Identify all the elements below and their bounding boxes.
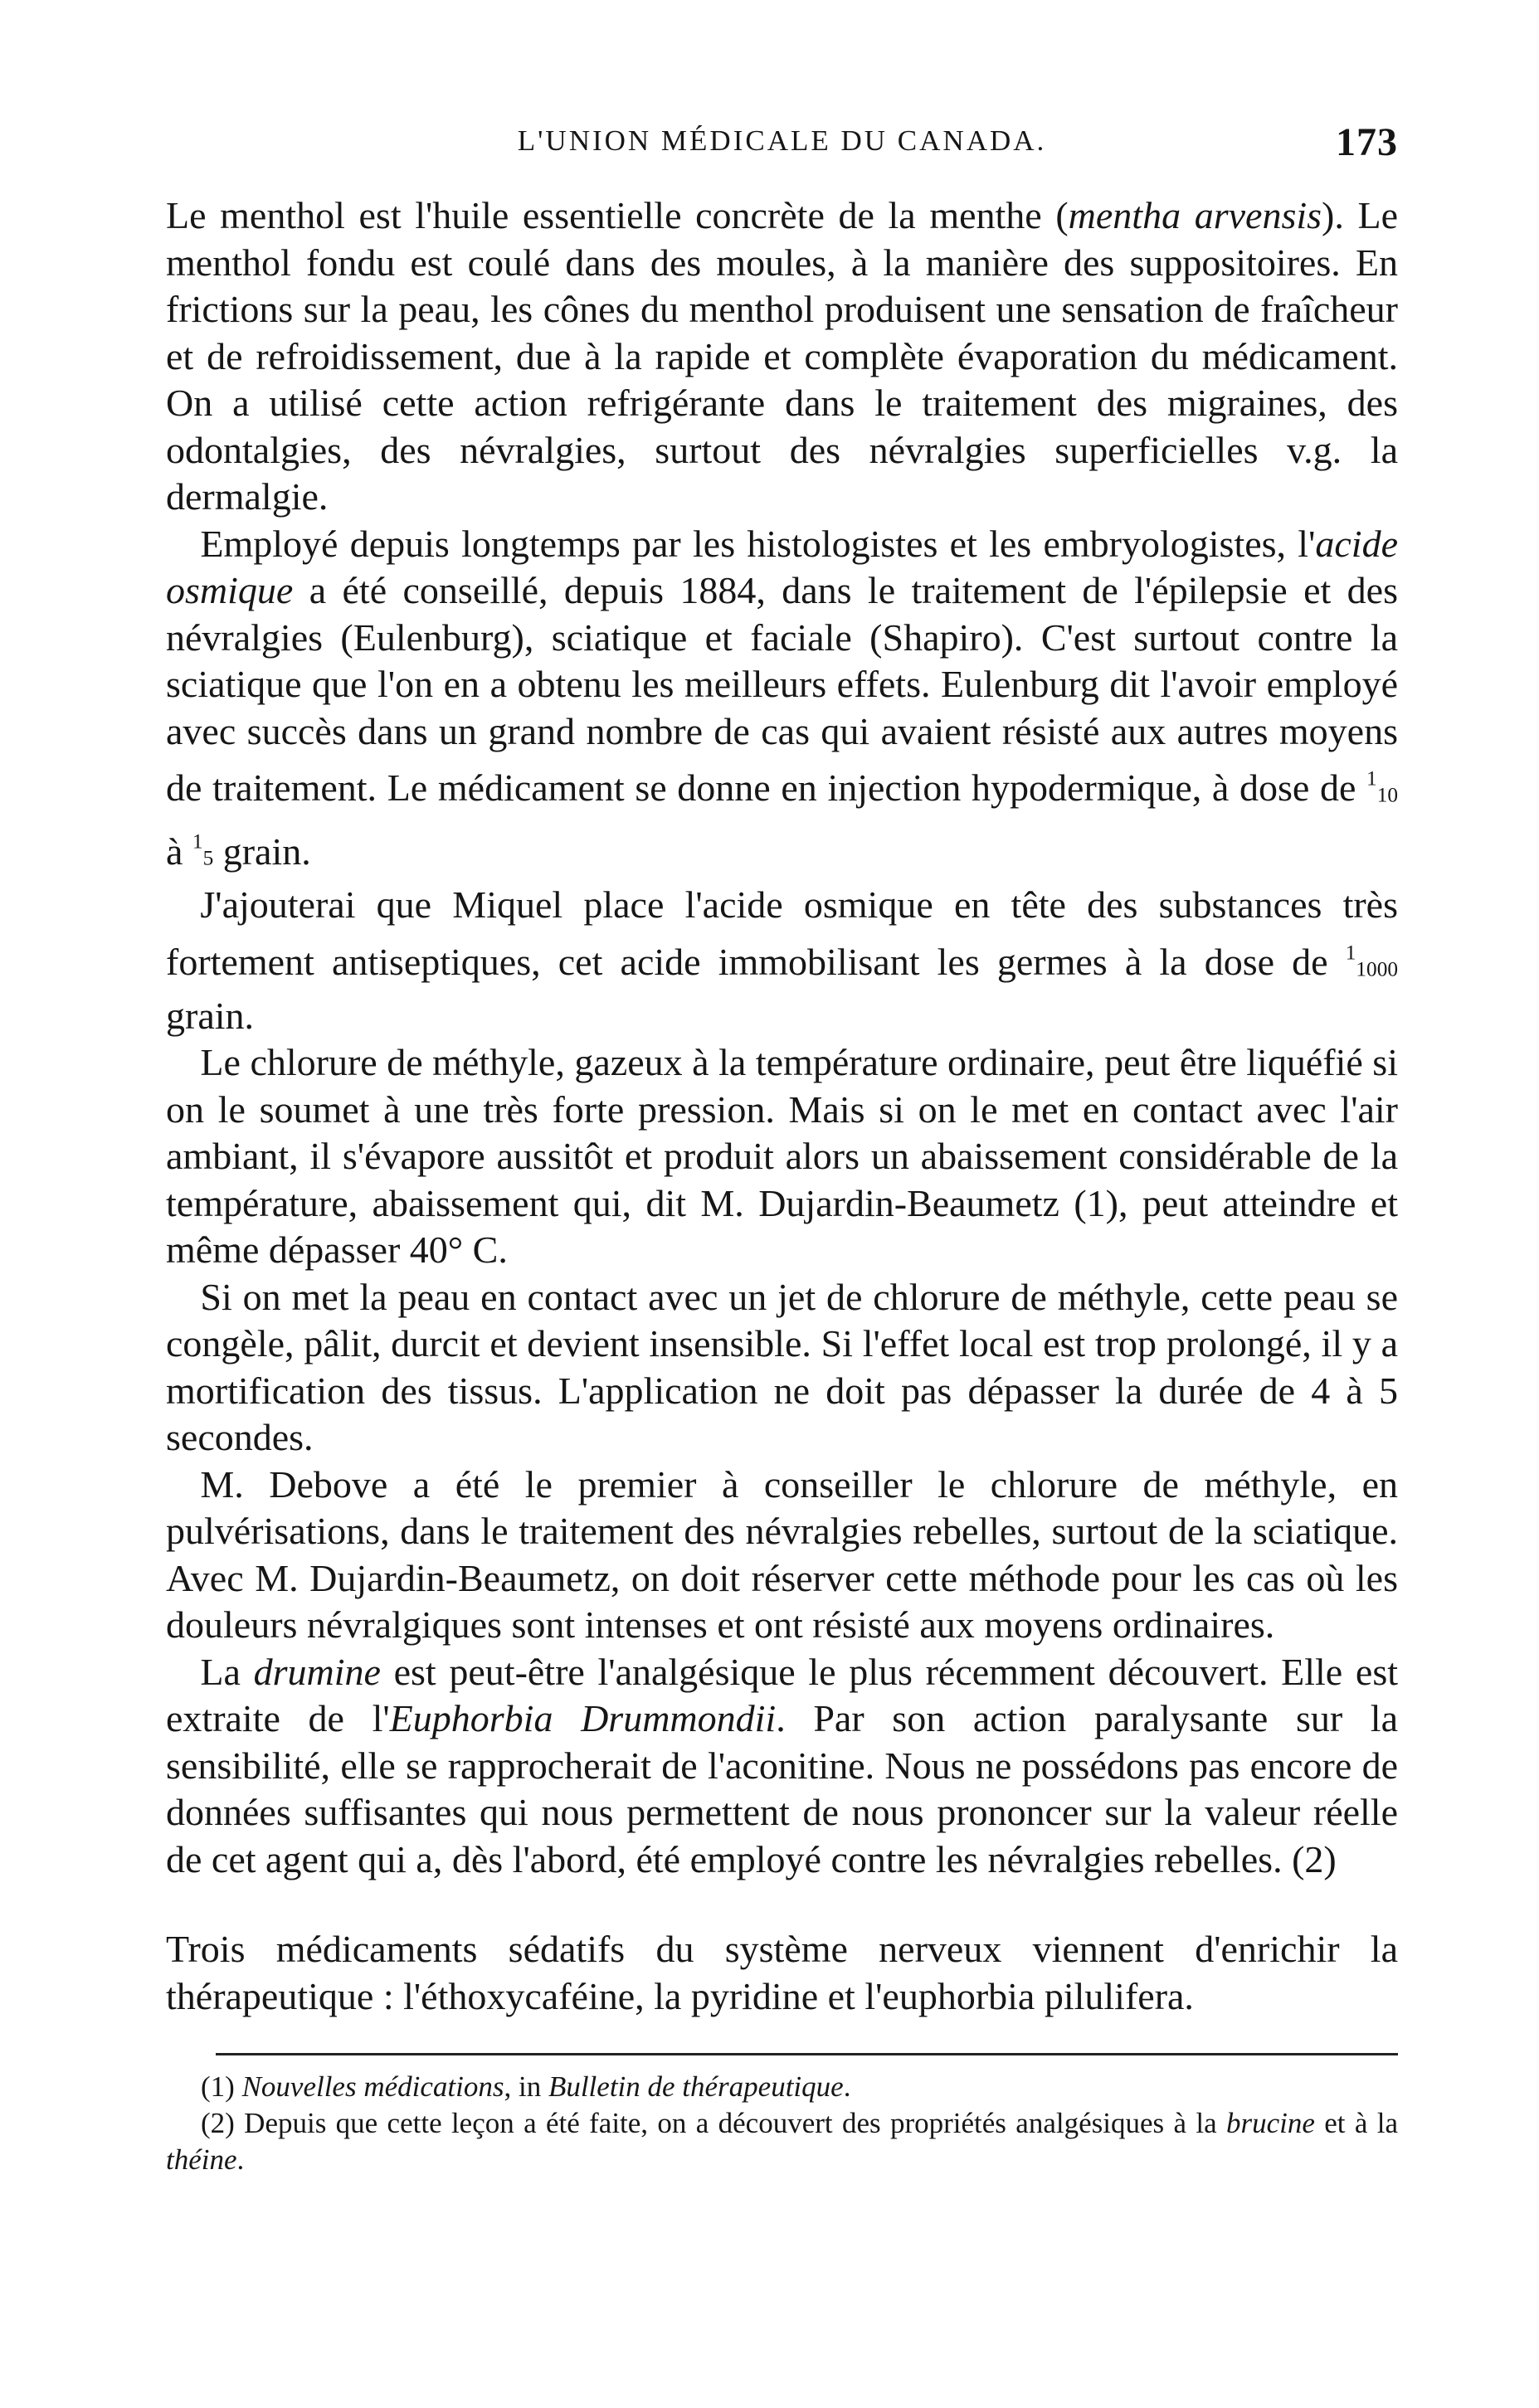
text-run: a été conseillé, depuis 1884, dans le traitement de l'épilepsie et des névralgies (Eulenburg), sciatique et faciale (Shapiro). C'est surtout contre la sciatique que l'on en a obtenu les meilleurs effets. Eulenburg dit l'avoir employé avec succès dans un grand nombre de cas qui avaient résisté aux autres moyens de traitement. Le médicament se donne en injection hypodermique, à dose de — [166, 569, 1398, 809]
page-number: 173 — [1336, 120, 1398, 164]
italic-text: drumine — [253, 1650, 381, 1693]
text-run: (2) Depuis que cette leçon a été faite, on a découvert des propriétés analgésiques à la — [201, 2107, 1226, 2140]
italic-text: Nouvelles médications — [241, 2070, 504, 2104]
running-title: L'UNION MÉDICALE DU CANADA. — [517, 124, 1047, 157]
text-run: Le chlorure de méthyle, gazeux à la température ordinaire, peut être liquéfié si on le soumet à une très forte pression. Mais si on le met en contact avec l'air ambiant, il s'évapore aussitôt et produit alors un abaissement considérable de la température, abaissement qui, dit M. Dujardin-Beaumetz (1), peut atteindre et même dépasser 40° C. — [166, 1041, 1398, 1272]
italic-text: mentha arvensis — [1068, 194, 1322, 236]
text-run: . Par son action paralysante sur la sensibilité, elle se rapprocherait de l'aconitine. Nous ne possédons pas encore de données suffisantes qui nous permettent de nous prononcer sur la valeur réelle de cet agent qui a, dès l'abord, été employé contre les névralgies rebelles. (2) — [166, 1697, 1399, 1880]
paragraph — [166, 1926, 1398, 2020]
fraction — [1366, 766, 1398, 807]
text-run: Trois médicaments sédatifs du système nerveux viennent d'enrichir la thérapeutique : l'éthoxycaféine, la pyridine et l'euphorbia pilulifera. — [166, 1928, 1398, 2017]
footnote-rule — [216, 2053, 1398, 2055]
footnote — [166, 2105, 1398, 2178]
text-run: grain. — [213, 829, 311, 873]
fraction-numerator: 1 — [1366, 766, 1377, 790]
paragraph — [166, 1649, 1398, 1884]
text-run: Employé depuis longtemps par les histologistes et les embryologistes, l' — [200, 522, 1316, 565]
paragraph — [166, 1462, 1398, 1649]
italic-text: acide osmique — [166, 522, 1398, 611]
text-run: est peut-être l'analgésique le plus récemment découvert. Elle est extraite de l' — [166, 1650, 1399, 1740]
paragraph — [166, 521, 1398, 883]
page-header — [166, 120, 1398, 174]
text-run: ). Le menthol fondu est coulé dans des moules, à la manière des suppositoires. En frictions sur la peau, les cônes du menthol produisent une sensation de fraîcheur et de refroidissement, due à la rapide et complète évaporation du médicament. On a utilisé cette action refrigérante dans le traitement des migraines, des odontalgies, des névralgies, surtout des névralgies superficielles v.g. la dermalgie. — [166, 194, 1398, 518]
italic-text: théine — [166, 2143, 237, 2177]
fraction-denominator: 10 — [1376, 783, 1398, 807]
text-run: à — [166, 829, 192, 873]
footnote — [166, 2069, 1398, 2105]
italic-text: Euphorbia Drummondii — [389, 1697, 777, 1740]
document-page — [166, 120, 1399, 2178]
paragraph — [166, 1274, 1398, 1462]
text-run: (1) — [201, 2070, 242, 2104]
fraction-denominator: 5 — [202, 846, 214, 870]
article-body — [166, 192, 1398, 2020]
paragraph — [166, 882, 1398, 1039]
text-run: M. Debove a été le premier à conseiller le chlorure de méthyle, en pulvérisations, dans le traitement des névralgies rebelles, surtout de la sciatique. Avec M. Dujardin-Beaumetz, on doit réserver cette méthode pour les cas où les douleurs névralgiques sont intenses et ont résisté aux moyens ordinaires. — [166, 1462, 1398, 1647]
text-run: J'ajouterai que Miquel place l'acide osmique en tête des substances très fortement antiseptiques, cet acide immobilisant les germes à la dose de — [166, 883, 1398, 983]
text-run: Si on met la peau en contact avec un jet de chlorure de méthyle, cette peau se congèle, pâlit, durcit et devient insensible. Si l'effet local est trop prolongé, il y a mortification des tissus. L'application ne doit pas dépasser la durée de 4 à 5 secondes. — [166, 1275, 1398, 1459]
fraction-denominator: 1000 — [1356, 957, 1398, 981]
fraction-numerator: 1 — [192, 829, 203, 854]
fraction-numerator: 1 — [1345, 940, 1356, 964]
text-run: . — [843, 2070, 851, 2104]
text-run: , in — [504, 2070, 548, 2104]
italic-text: brucine — [1225, 2107, 1315, 2140]
footnotes — [166, 2069, 1398, 2178]
italic-text: Bulletin de thérapeutique — [548, 2070, 844, 2104]
fraction — [1345, 940, 1398, 981]
text-run: et à la — [1314, 2107, 1398, 2140]
text-run: grain. — [166, 994, 255, 1037]
text-run: Le menthol est l'huile essentielle concrète de la menthe ( — [166, 194, 1069, 236]
paragraph — [166, 192, 1398, 521]
fraction — [192, 829, 214, 870]
paragraph — [166, 1039, 1398, 1274]
text-run: . — [236, 2143, 245, 2177]
text-run: La — [200, 1650, 254, 1693]
